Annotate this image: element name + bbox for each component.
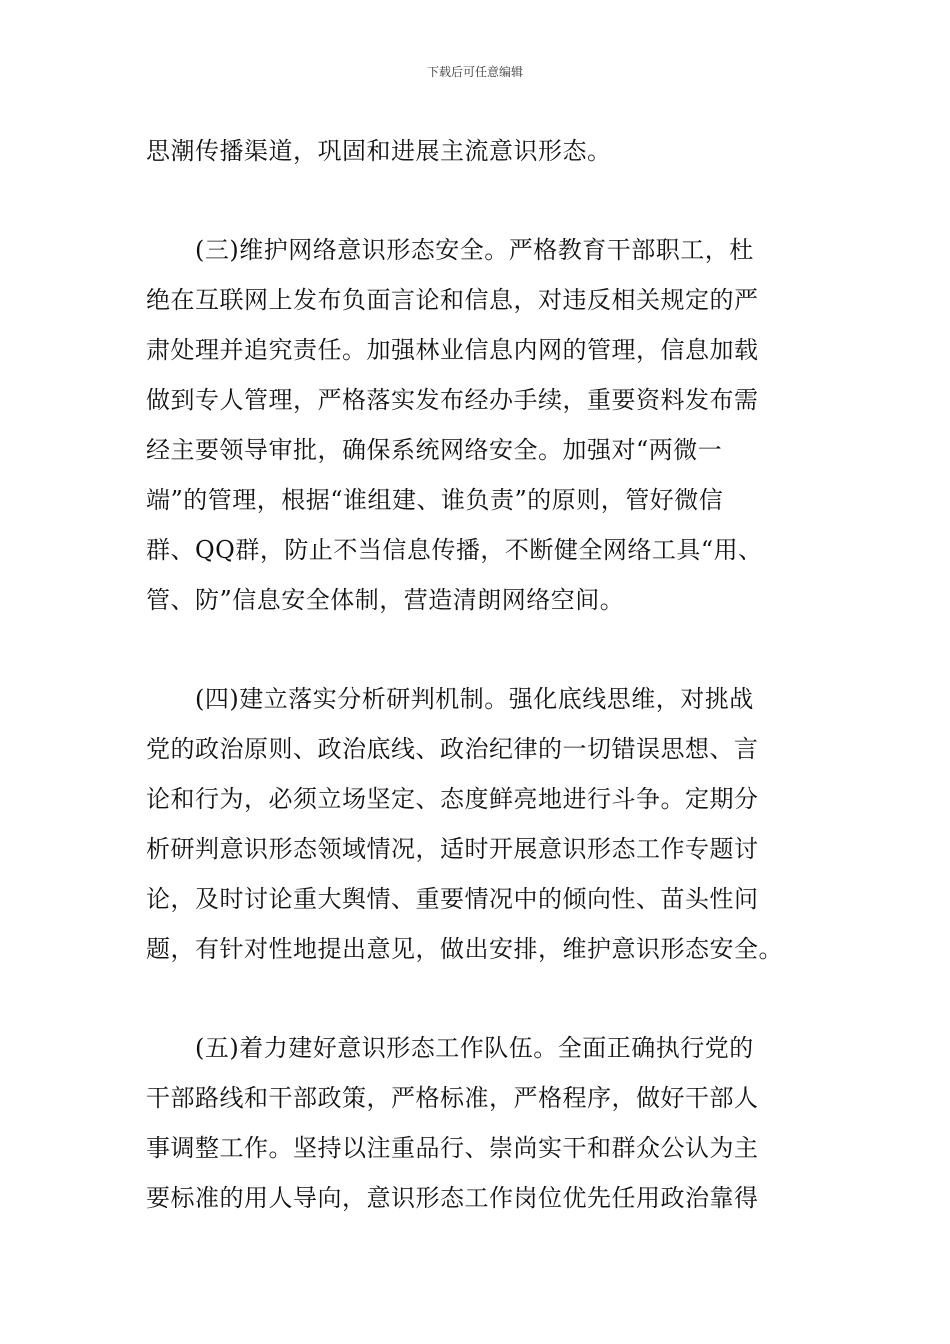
text-line: 要标准的用人导向，意识形态工作岗位优先任用政治靠得: [146, 1184, 759, 1212]
text-line: 论，及时讨论重大舆情、重要情况中的倾向性、苗头性问: [146, 885, 759, 913]
paragraph-section-3: [146, 225, 811, 625]
paragraph-gap: [146, 625, 811, 674]
paragraph-gap: [146, 176, 811, 225]
document-body: [146, 126, 811, 1223]
text-line: 群、QQ群，防止不当信息传播，不断健全网络工具“用、: [146, 536, 763, 564]
text-line: 端”的管理，根据“谁组建、谁负责”的原则，管好微信: [146, 486, 724, 514]
text-line: 经主要领导审批，确保系统网络安全。加强对“两微一: [146, 436, 723, 464]
text-line: (四)建立落实分析研判机制。强化底线思维，对挑战: [146, 685, 754, 713]
text-line: 党的政治原则、政治底线、政治纪律的一切错误思想、言: [146, 735, 759, 763]
text-line: 事调整工作。坚持以注重品行、崇尚实干和群众公认为主: [146, 1134, 759, 1162]
paragraph-gap: [146, 974, 811, 1023]
text-line: (五)着力建好意识形态工作队伍。全面正确执行党的: [146, 1034, 754, 1062]
text-line: 题，有针对性地提出意见，做出安排，维护意识形态安全。: [146, 935, 783, 963]
text-line: 思潮传播渠道，巩固和进展主流意识形态。: [146, 137, 612, 165]
paragraph-section-4: [146, 674, 811, 974]
text-line: 管、防”信息安全体制，营造清朗网络空间。: [146, 586, 625, 614]
paragraph-continuation: [146, 126, 811, 176]
text-line: 做到专人管理，严格落实发布经办手续，重要资料发布需: [146, 386, 759, 414]
text-line: 干部路线和干部政策，严格标准，严格程序，做好干部人: [146, 1084, 759, 1112]
text-line: 论和行为，必须立场坚定、态度鲜亮地进行斗争。定期分: [146, 785, 759, 813]
paragraph-section-5: [146, 1023, 811, 1223]
text-line: 绝在互联网上发布负面言论和信息，对违反相关规定的严: [146, 286, 759, 314]
text-line: 肃处理并追究责任。加强林业信息内网的管理，信息加载: [146, 336, 759, 364]
text-line: (三)维护网络意识形态安全。严格教育干部职工，杜: [146, 236, 754, 264]
page-header: 下载后可任意编辑: [426, 65, 523, 79]
text-line: 析研判意识形态领域情况，适时开展意识形态工作专题讨: [146, 835, 759, 863]
